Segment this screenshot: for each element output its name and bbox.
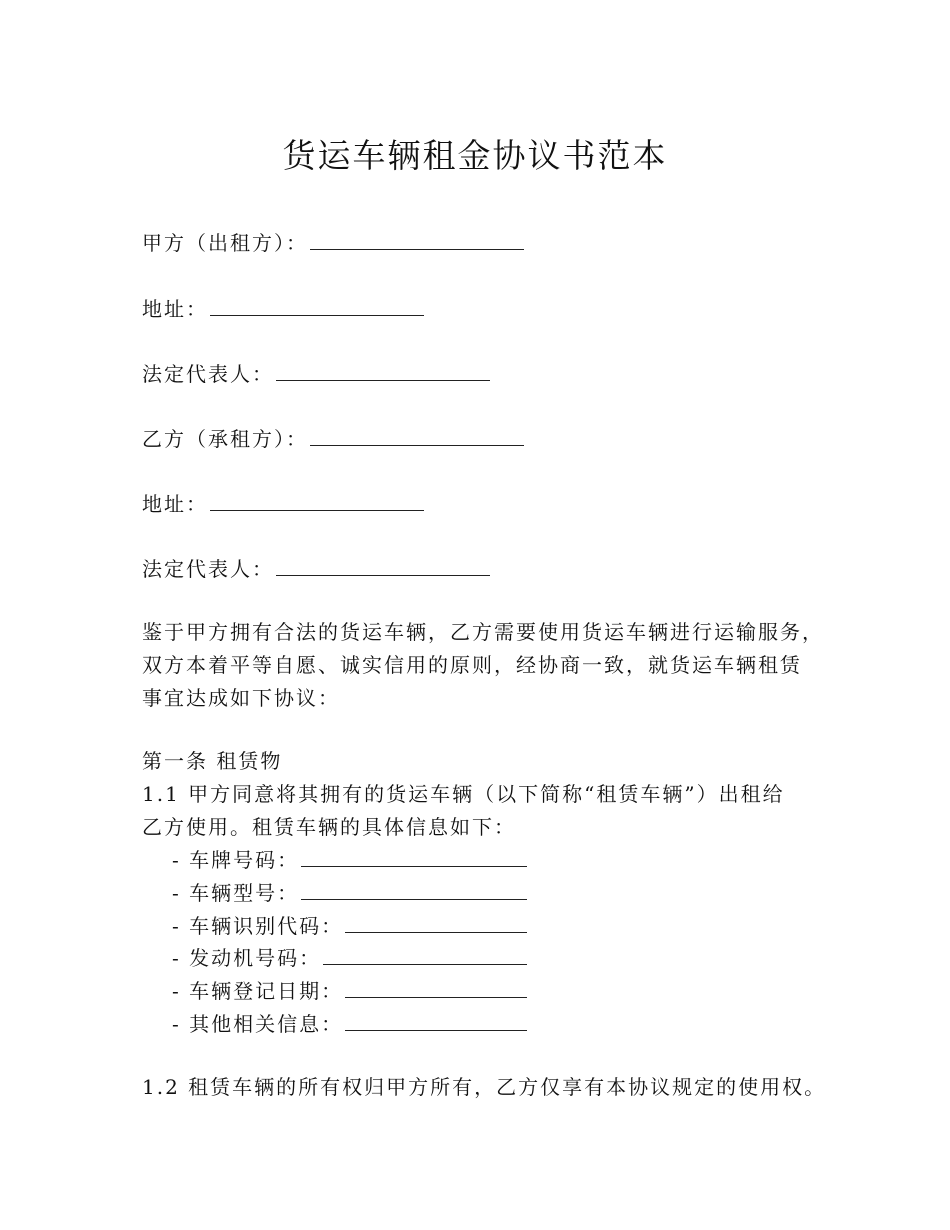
party-a-address-blank[interactable] [210,295,424,316]
vehicle-field-reg-date [172,977,527,1005]
vehicle-field-label: - 车辆型号： [172,881,300,905]
party-a-rep-label: 法定代表人： [142,362,274,386]
vehicle-field-plate [172,846,527,874]
party-b-rep-blank[interactable] [276,555,490,576]
party-b-address-blank[interactable] [210,490,424,511]
vehicle-field-blank[interactable] [345,912,527,933]
vehicle-field-label: - 车牌号码： [172,848,300,872]
party-a-address-field [142,295,424,323]
clause-line: 乙方使用。租赁车辆的具体信息如下： [142,815,516,839]
party-b-rep-label: 法定代表人： [142,557,274,581]
clause-1-1 [142,778,842,844]
party-b-blank[interactable] [310,425,524,446]
vehicle-field-other [172,1010,527,1038]
party-b-field [142,425,524,453]
vehicle-field-label: - 发动机号码： [172,946,322,970]
vehicle-field-blank[interactable] [301,846,527,867]
party-a-rep-field [142,360,490,388]
clause-line: 1.1 甲方同意将其拥有的货运车辆（以下简称“租赁车辆”）出租给 [142,782,785,806]
party-b-label: 乙方（承租方）： [142,427,308,451]
vehicle-field-model [172,879,527,907]
preamble-line: 事宜达成如下协议： [142,686,340,710]
party-a-blank[interactable] [310,229,524,250]
vehicle-field-label: - 车辆登记日期： [172,979,344,1003]
vehicle-field-blank[interactable] [301,879,527,900]
party-a-address-label: 地址： [142,297,208,321]
party-a-field [142,229,524,257]
preamble-line: 双方本着平等自愿、诚实信用的原则，经协商一致，就货运车辆租赁 [142,653,802,677]
party-b-address-label: 地址： [142,492,208,516]
vehicle-field-label: - 车辆识别代码： [172,914,344,938]
clause-1-2: 1.2 租赁车辆的所有权归甲方所有，乙方仅享有本协议规定的使用权。 [142,1075,827,1099]
document-title: 货运车辆租金协议书范本 [282,136,668,175]
party-a-rep-blank[interactable] [276,360,490,381]
vehicle-field-engine [172,944,527,972]
party-b-rep-field [142,555,490,583]
vehicle-field-blank[interactable] [323,944,527,965]
preamble-paragraph [142,616,842,715]
vehicle-field-blank[interactable] [345,1010,527,1031]
party-b-address-field [142,490,424,518]
party-a-label: 甲方（出租方）： [142,231,308,255]
vehicle-field-vin [172,912,527,940]
vehicle-field-label: - 其他相关信息： [172,1012,344,1036]
preamble-line: 鉴于甲方拥有合法的货运车辆，乙方需要使用货运车辆进行运输服务， [142,620,824,644]
vehicle-field-blank[interactable] [345,977,527,998]
article-1-heading: 第一条 租赁物 [142,749,283,773]
